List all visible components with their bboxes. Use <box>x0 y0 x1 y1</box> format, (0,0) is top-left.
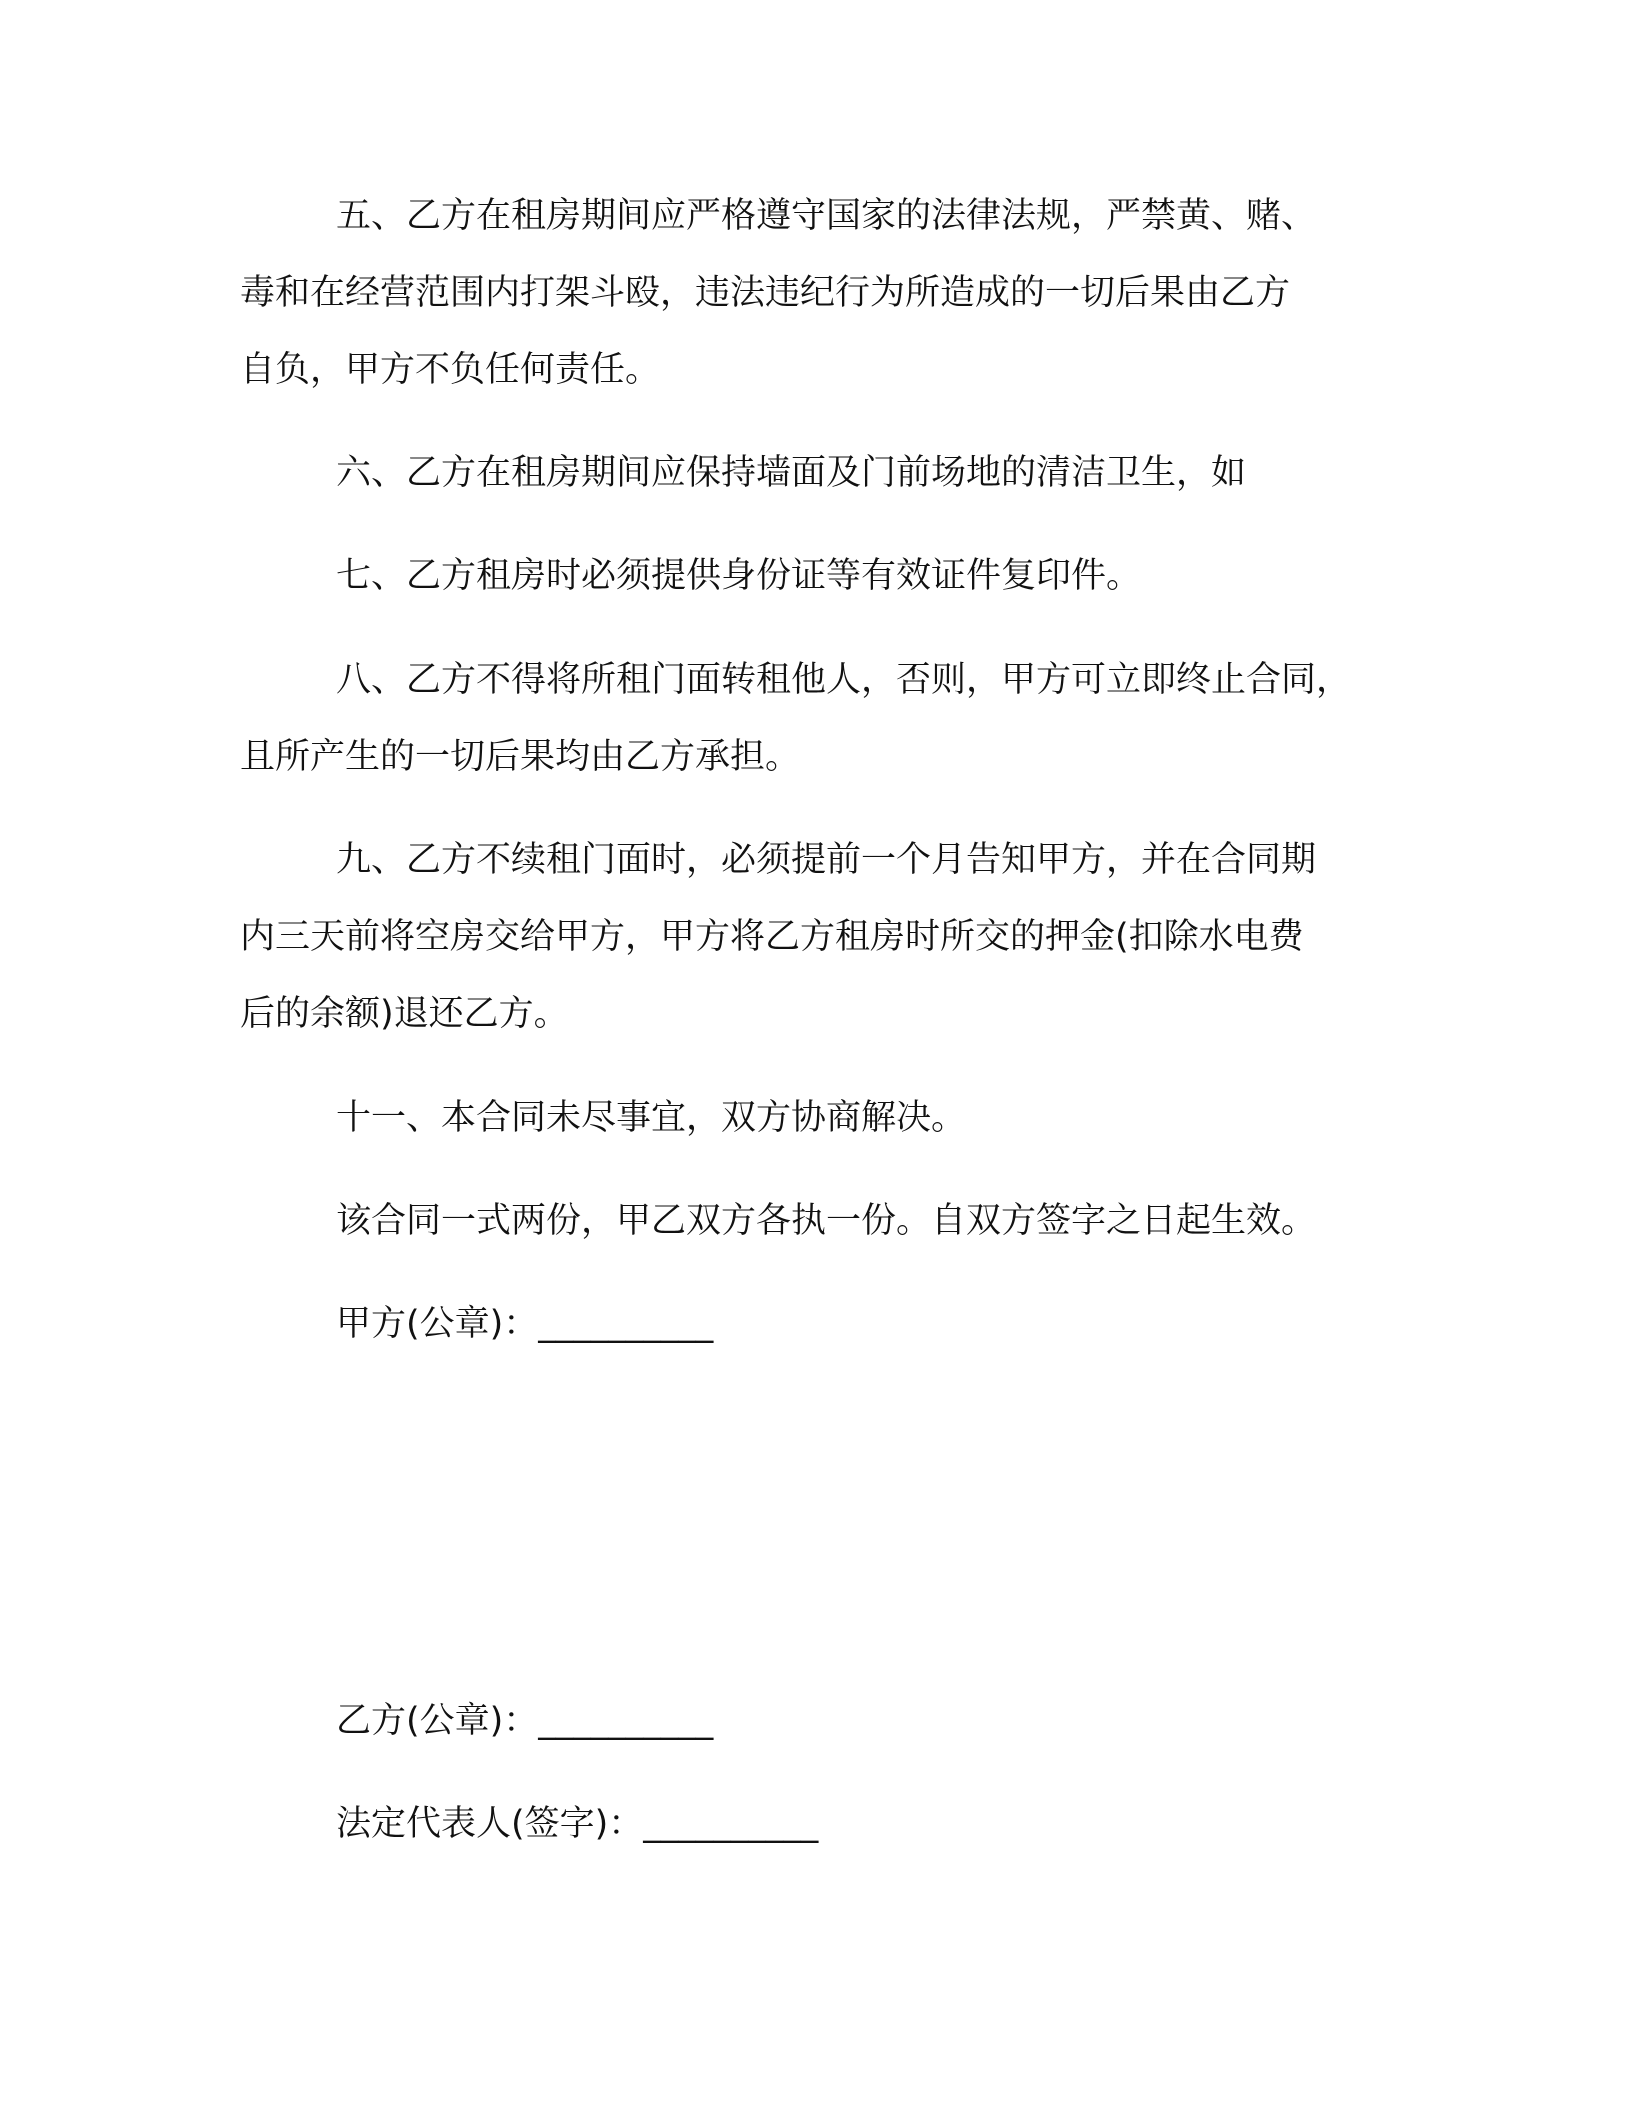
clause-5-line-1: 五、乙方在租房期间应严格遵守国家的法律法规，严禁黄、赌、 <box>336 196 1317 236</box>
party-b-signature: 乙方(公章)：__________ <box>336 1701 714 1741</box>
clause-11-line-1: 十一、本合同未尽事宜，双方协商解决。 <box>336 1098 967 1138</box>
clause-6-line-1: 六、乙方在租房期间应保持墙面及门前场地的清洁卫生，如 <box>336 453 1247 493</box>
clause-9-line-1: 九、乙方不续租门面时，必须提前一个月告知甲方，并在合同期 <box>336 840 1317 880</box>
clause-8-line-2: 且所产生的一切后果均由乙方承担。 <box>240 737 801 777</box>
party-a-signature: 甲方(公章)：__________ <box>336 1304 714 1344</box>
legal-representative-signature: 法定代表人(签字)：__________ <box>336 1804 819 1844</box>
clause-7-line-1: 七、乙方租房时必须提供身份证等有效证件复印件。 <box>336 556 1142 596</box>
clause-9-line-3: 后的余额)退还乙方。 <box>240 994 569 1034</box>
clause-5-line-3: 自负，甲方不负任何责任。 <box>240 350 661 390</box>
clause-9-line-2: 内三天前将空房交给甲方，甲方将乙方租房时所交的押金(扣除水电费 <box>240 917 1304 957</box>
clause-8-line-1: 八、乙方不得将所租门面转租他人，否则，甲方可立即终止合同， <box>336 660 1352 700</box>
copies-statement: 该合同一式两份，甲乙双方各执一份。自双方签字之日起生效。 <box>336 1201 1317 1241</box>
clause-5-line-2: 毒和在经营范围内打架斗殴，违法违纪行为所造成的一切后果由乙方 <box>240 273 1291 313</box>
